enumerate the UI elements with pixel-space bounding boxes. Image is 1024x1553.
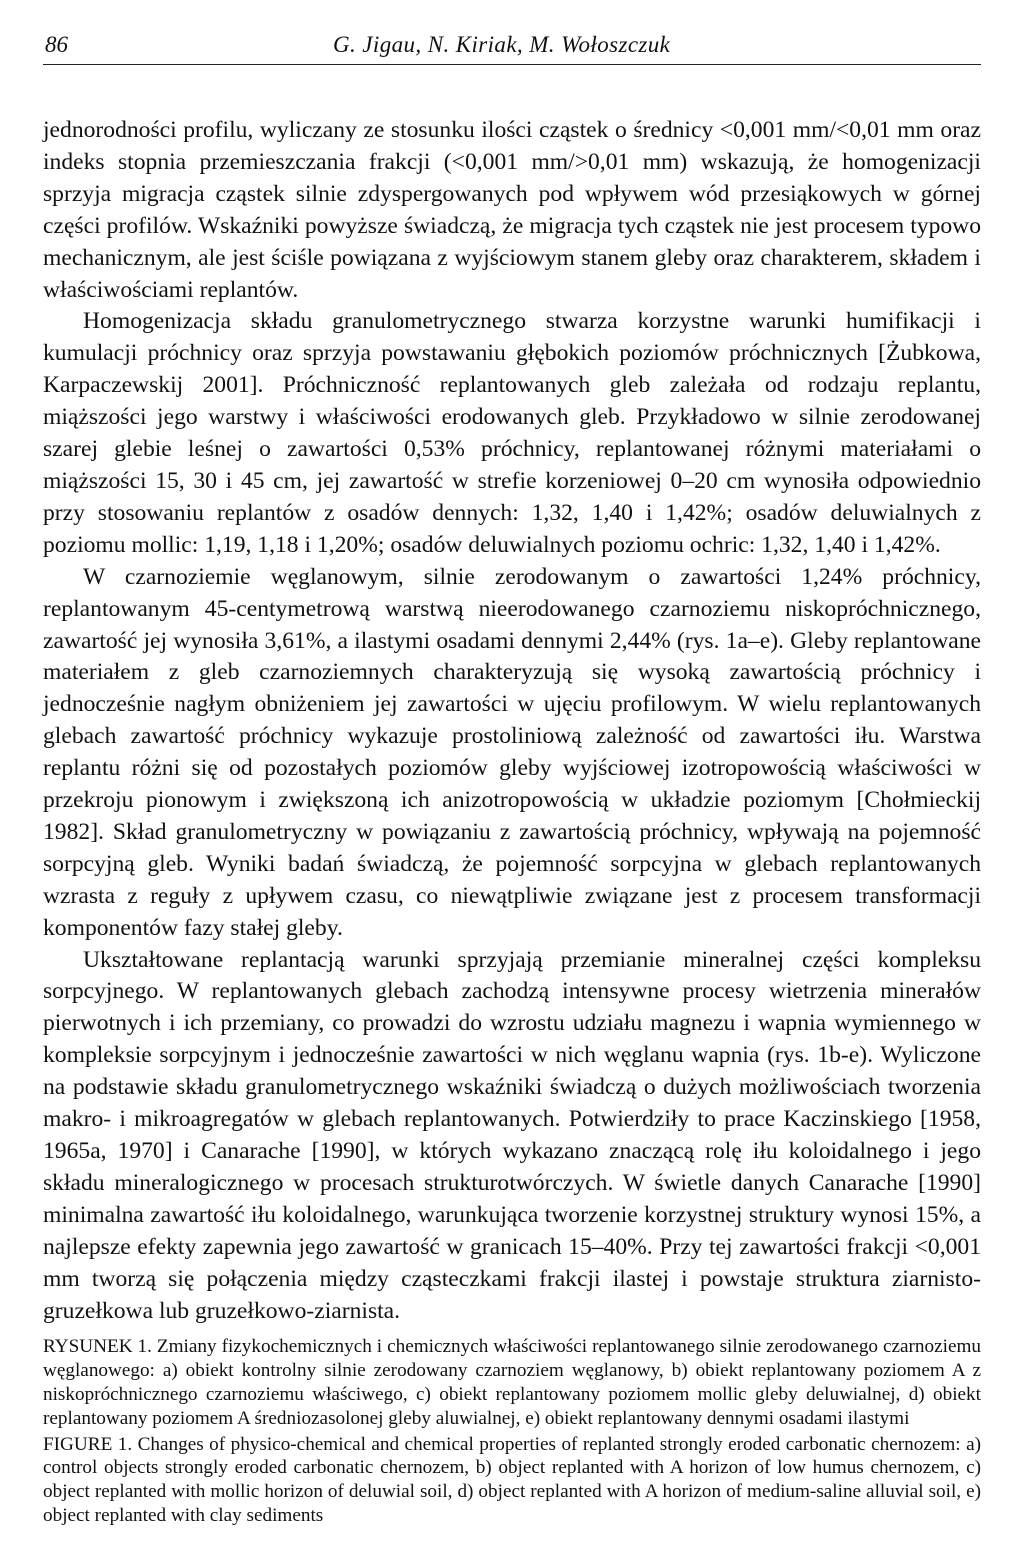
page-number: 86: [45, 32, 68, 57]
running-header: [43, 26, 981, 65]
running-head-authors: G. Jigau, N. Kiriak, M. Wołoszczuk: [333, 32, 671, 57]
paragraph: Ukształtowane replantacją warunki sprzyjają przemianie mineralnej części kompleksu sorpcyjnego. W replantowanych glebach zachodzą intensywne procesy wietrzenia minerałów pierwotnych i ich przemiany, co prowadzi do wzrostu udziału magnezu i wapnia wymiennego w kompleksie sorpcyjnym i jednocześnie zawartości w nich węglanu wapnia (rys. 1b-e). Wyliczone na podstawie składu granulometrycznego wskaźniki świadczą o dużych możliwościach tworzenia makro- i mikroagregatów w glebach replantowanych. Potwierdziły to prace Kaczinskiego [1958, 1965a, 1970] i Canarache [1990], w których wykazano znaczącą rolę iłu koloidalnego i jego składu mineralogicznego w procesach strukturotwórczych. W świetle danych Canarache [1990] minimalna zawartość iłu koloidalnego, warunkująca tworzenie korzystnej struktury wynosi 15%, a najlepsze efekty zapewnia jego zawartość w granicach 15–40%. Przy tej zawartości frakcji <0,001 mm tworzą się połączenia między cząsteczkami frakcji ilastej i powstaje struktura ziarnisto-gruzełkowa lub gruzełkowo-ziarnista.: [43, 946, 981, 1324]
figure-caption-english: FIGURE 1. Changes of physico-chemical and chemical properties of replanted strongly eroded carbonatic chernozem: a) control objects strongly eroded carbonatic chernozem, b) object replanted with A horizon of low humus chernozem, c) object replanted with mollic horizon of deluwial soil, d) object replanted with A horizon of medium-saline alluvial soil, e) object replanted with clay sediments: [43, 1433, 981, 1527]
figure-caption-polish: RYSUNEK 1. Zmiany fizykochemicznych i chemicznych właściwości replantowanego silnie zerodowanego czarnoziemu węglanowego: a) obiekt kontrolny silnie zerodowany czarnoziem węglanowy, b) obiekt replantowany poziomem A z niskopróchnicznego czarnoziemu właściwego, c) obiekt replantowany poziomem mollic gleby deluwialnej, d) obiekt replantowany poziomem A średniozasolonej gleby aluwialnej, e) obiekt replantowany dennymi osadami ilastymi: [43, 1336, 981, 1429]
paragraph: Homogenizacja składu granulometrycznego stwarza korzystne warunki humifikacji i kumulacji próchnicy oraz sprzyja powstawaniu głębokich poziomów próchnicznych [Żubkowa, Karpaczewskij 2001]. Próchniczność replantowanych gleb zależała od rodzaju replantu, miąższości jego warstwy i właściwości erodowanych gleb. Przykładowo w silnie zerodowanej szarej glebie leśnej o zawartości 0,53% próchnicy, replantowanej różnymi materiałami o miąższości 15, 30 i 45 cm, jej zawartość w strefie korzeniowej 0–20 cm wynosiła odpowiednio przy stosowaniu replantów z osadów dennych: 1,32, 1,40 i 1,42%; osadów deluwialnych z poziomu mollic: 1,19, 1,18 i 1,20%; osadów deluwialnych poziomu ochric: 1,32, 1,40 i 1,42%.: [43, 308, 981, 558]
paragraph: jednorodności profilu, wyliczany ze stosunku ilości cząstek o średnicy <0,001 mm/<0,01 mm oraz indeks stopnia przemieszczania frakcji (<0,001 mm/>0,01 mm) wskazują, że homogenizacji sprzyja migracja cząstek silnie zdyspergowanych pod wpływem wód przesiąkowych w górnej części profilów. Wskaźniki powyższe świadczą, że migracja tych cząstek nie jest procesem typowo mechanicznym, ale jest ściśle powiązana z wyjściowym stanem gleby oraz charakterem, składem i właściwościami replantów.: [43, 117, 981, 303]
paragraph: W czarnoziemie węglanowym, silnie zerodowanym o zawartości 1,24% próchnicy, replantowanym 45-centymetrową warstwą nieerodowanego czarnoziemu niskopróchnicznego, zawartość jej wynosiła 3,61%, a ilastymi osadami dennymi 2,44% (rys. 1a–e). Gleby replantowane materiałem z gleb czarnoziemnych charakteryzują się wysoką zawartością próchnicy i jednocześnie nagłym obniżeniem jej zawartości w ujęciu profilowym. W wielu replantowanych glebach zawartość próchnicy wykazuje prostoliniową zależność od zawartości iłu. Warstwa replantu różni się od pozostałych poziomów gleby wyjściowej izotropowością właściwości w przekroju pionowym i zwiększoną ich anizotropowością w układzie poziomym [Chołmieckij 1982]. Skład granulometryczny w powiązaniu z zawartością próchnicy, wpływają na pojemność sorpcyjną gleb. Wyniki badań świadczą, że pojemność sorpcyjna w glebach replantowanych wzrasta z reguły z upływem czasu, co niewątpliwie związane jest z procesem transformacji komponentów fazy stałej gleby.: [43, 563, 981, 941]
page: [43, 26, 981, 1528]
body-text: [43, 115, 981, 1327]
